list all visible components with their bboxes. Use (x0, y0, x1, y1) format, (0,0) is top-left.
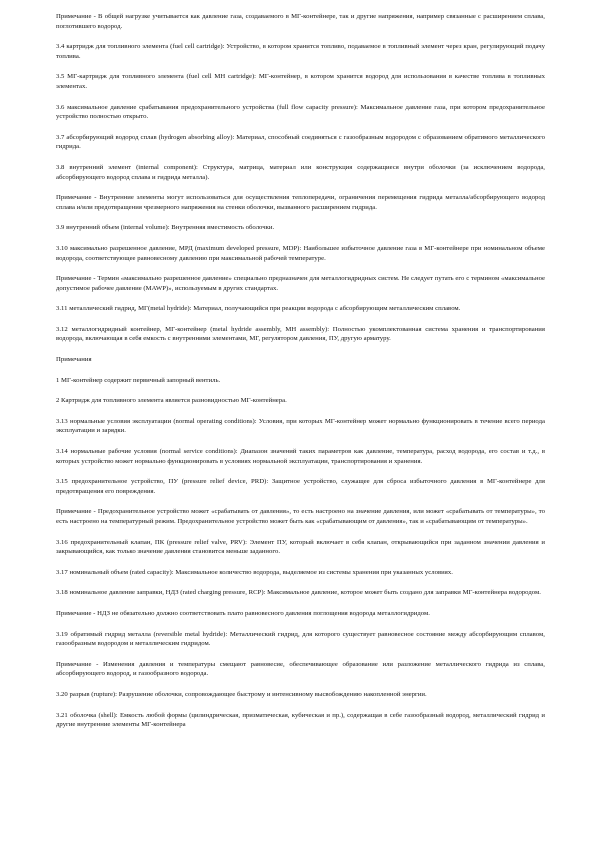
definition-paragraph: 3.18 номинальное давление заправки, НДЗ (rated charging pressure, RCP): Максимальное давление, которое может быть создано для заправки МГ-контейнера водородом. (56, 589, 541, 597)
definition-paragraph: 3.15 предохранительное устройство, ПУ (pressure relief device, PRD): Защитное устройство, служащее для сброса избыточного давления в МГ-контейнере для предотвращения его повреждения. (56, 478, 545, 495)
definition-paragraph: 3.4 картридж для топливного элемента (fuel cell cartridge): Устройство, в котором хранится топливо, подаваемое в топливный элемент через кран, регулирующий подачу топлива. (56, 43, 545, 60)
definition-paragraph: 3.8 внутренний элемент (internal component): Структура, матрица, материал или конструкция содержащиеся внутри оболочки (за исключением водорода, абсорбирующего водород сплава и гидрида металла). (56, 163, 545, 181)
definition-paragraph: 3.7 абсорбирующий водород сплав (hydrogen absorbing alloy): Материал, способный соединяться с газообразным водородом с образованием обратимого металлического гидрида. (56, 133, 545, 151)
definition-paragraph: 3.10 максимально разрешенное давление, МРД (maximum developed pressure, MDP): Наибольшее избыточное давление газа в МГ-контейнере при номинальном объеме водорода, соответствующее равновесному давлению при максимальной рабочей температуре. (56, 244, 545, 262)
note-paragraph: Примечание - НДЗ не обязательно должно соответствовать плато равновесного давления поглощения водорода металлогидридом. (56, 609, 430, 617)
note-paragraph: Примечание - Изменения давления и температуры смещают равновесие, обеспечивающее образование или разложение металлического гидрида из сплава, абсорбирующего водород, и газообразного водорода. (56, 660, 545, 678)
definition-paragraph: 3.5 МГ-картридж для топливного элемента (fuel cell MH cartridge): МГ-контейнер, в котором хранится водород для использования в качестве топлива в топливных элементах. (56, 73, 545, 90)
definition-paragraph: 3.12 металлогидридный контейнер, МГ-контейнер (metal hydride assembly, MH assembly): Полностью укомплектованная система хранения и транспортирования водорода, включающая в себя емкость с внутренними элементами, МГ, регулятором давления, ПУ, другую арматуру. (56, 325, 545, 343)
note-paragraph: Примечание - Внутренние элементы могут использоваться для осуществления теплопередачи, ограничения перемещения гидрида металла/абсорбирующего водород сплава и/или предотвращения чрезмерного напряжения на стенки оболочки, вызванного расширением гидрида. (56, 194, 545, 211)
note-paragraph: 2 Картридж для топливного элемента является разновидностью МГ-контейнера. (56, 397, 287, 405)
definition-paragraph: 3.21 оболочка (shell): Емкость любой формы (цилиндрическая, призматическая, кубическая и пр.), содержащая в себе газообразный водород, металлический гидрид и другие внутренние элементы МГ-контейнера (56, 711, 545, 729)
note-paragraph: Примечание - В общей нагрузке учитывается как давление газа, создаваемого в МГ-контейнере, так и другие напряжения, например связанные с расширением сплава, поглотившего водород. (56, 13, 545, 30)
definition-paragraph: 3.20 разрыв (rupture): Разрушение оболочки, сопровождающее быстрому и интенсивному высвобождению накопленной энергии. (56, 690, 427, 698)
definition-paragraph: 3.16 предохранительный клапан, ПК (pressure relief valve, PRV): Элемент ПУ, который включает в себя клапан, открывающийся при заданном значении давления и закрывающийся, как только значение давления становится меньше заданного. (56, 538, 545, 556)
definition-paragraph: 3.17 номинальный объем (rated capacity): Максимальное количество водорода, выделяемое из системы хранения при указанных условиях. (56, 568, 453, 576)
note-paragraph: 1 МГ-контейнер содержит первичный запорный вентиль. (56, 376, 221, 384)
definition-paragraph: 3.6 максимальное давление срабатывания предохранительного устройства (full flow capacity pressure): Максимальное давление газа, при котором предохранительное устройство полностью открыто. (56, 103, 545, 121)
definition-paragraph: 3.11 металлический гидрид, МГ(metal hydride): Материал, получающийся при реакции водорода с абсорбирующим металлическим сплавом. (56, 305, 461, 313)
definition-paragraph: 3.9 внутренний объем (internal volume): Внутренняя вместимость оболочки. (56, 224, 275, 232)
definition-paragraph: 3.14 нормальные рабочие условия (normal service conditions): Диапазон значений таких параметров как давление, температура, расход водорода, его состав и т.д., в которых устройство может нормально функционировать в условиях нормальной эксплуатации, транспортирования и хранения. (56, 448, 545, 465)
note-paragraph: Примечание - Предохранительное устройство может «срабатывать от давления», то есть настроено на значение давления, или может «срабатывать от температуры», то есть настроено на температурный режим. Предохранительное устройство может быть как «срабатывающим от давления», так и «срабатывающим от температуры». (56, 508, 545, 525)
definition-paragraph: 3.13 нормальные условия эксплуатации (normal operating conditions): Условия, при которых МГ-контейнер может нормально функционировать в течение всего периода эксплуатации и зарядки. (56, 417, 545, 435)
definition-paragraph: 3.19 обратимый гидрид металла (reversible metal hydride): Металлический гидрид, для которого существует равновесное состояние между абсорбирующим сплавом, газообразным водородом и металлическим гидридом. (56, 630, 545, 648)
notes-heading: Примечания (56, 356, 92, 364)
note-paragraph: Примечание - Термин «максимально разрешенное давление» специально предназначен для металлогидридных систем. Не следует путать его с термином «максимальное допустимое рабочее давление (MAWP)», используемым в других стандартах. (56, 275, 545, 292)
